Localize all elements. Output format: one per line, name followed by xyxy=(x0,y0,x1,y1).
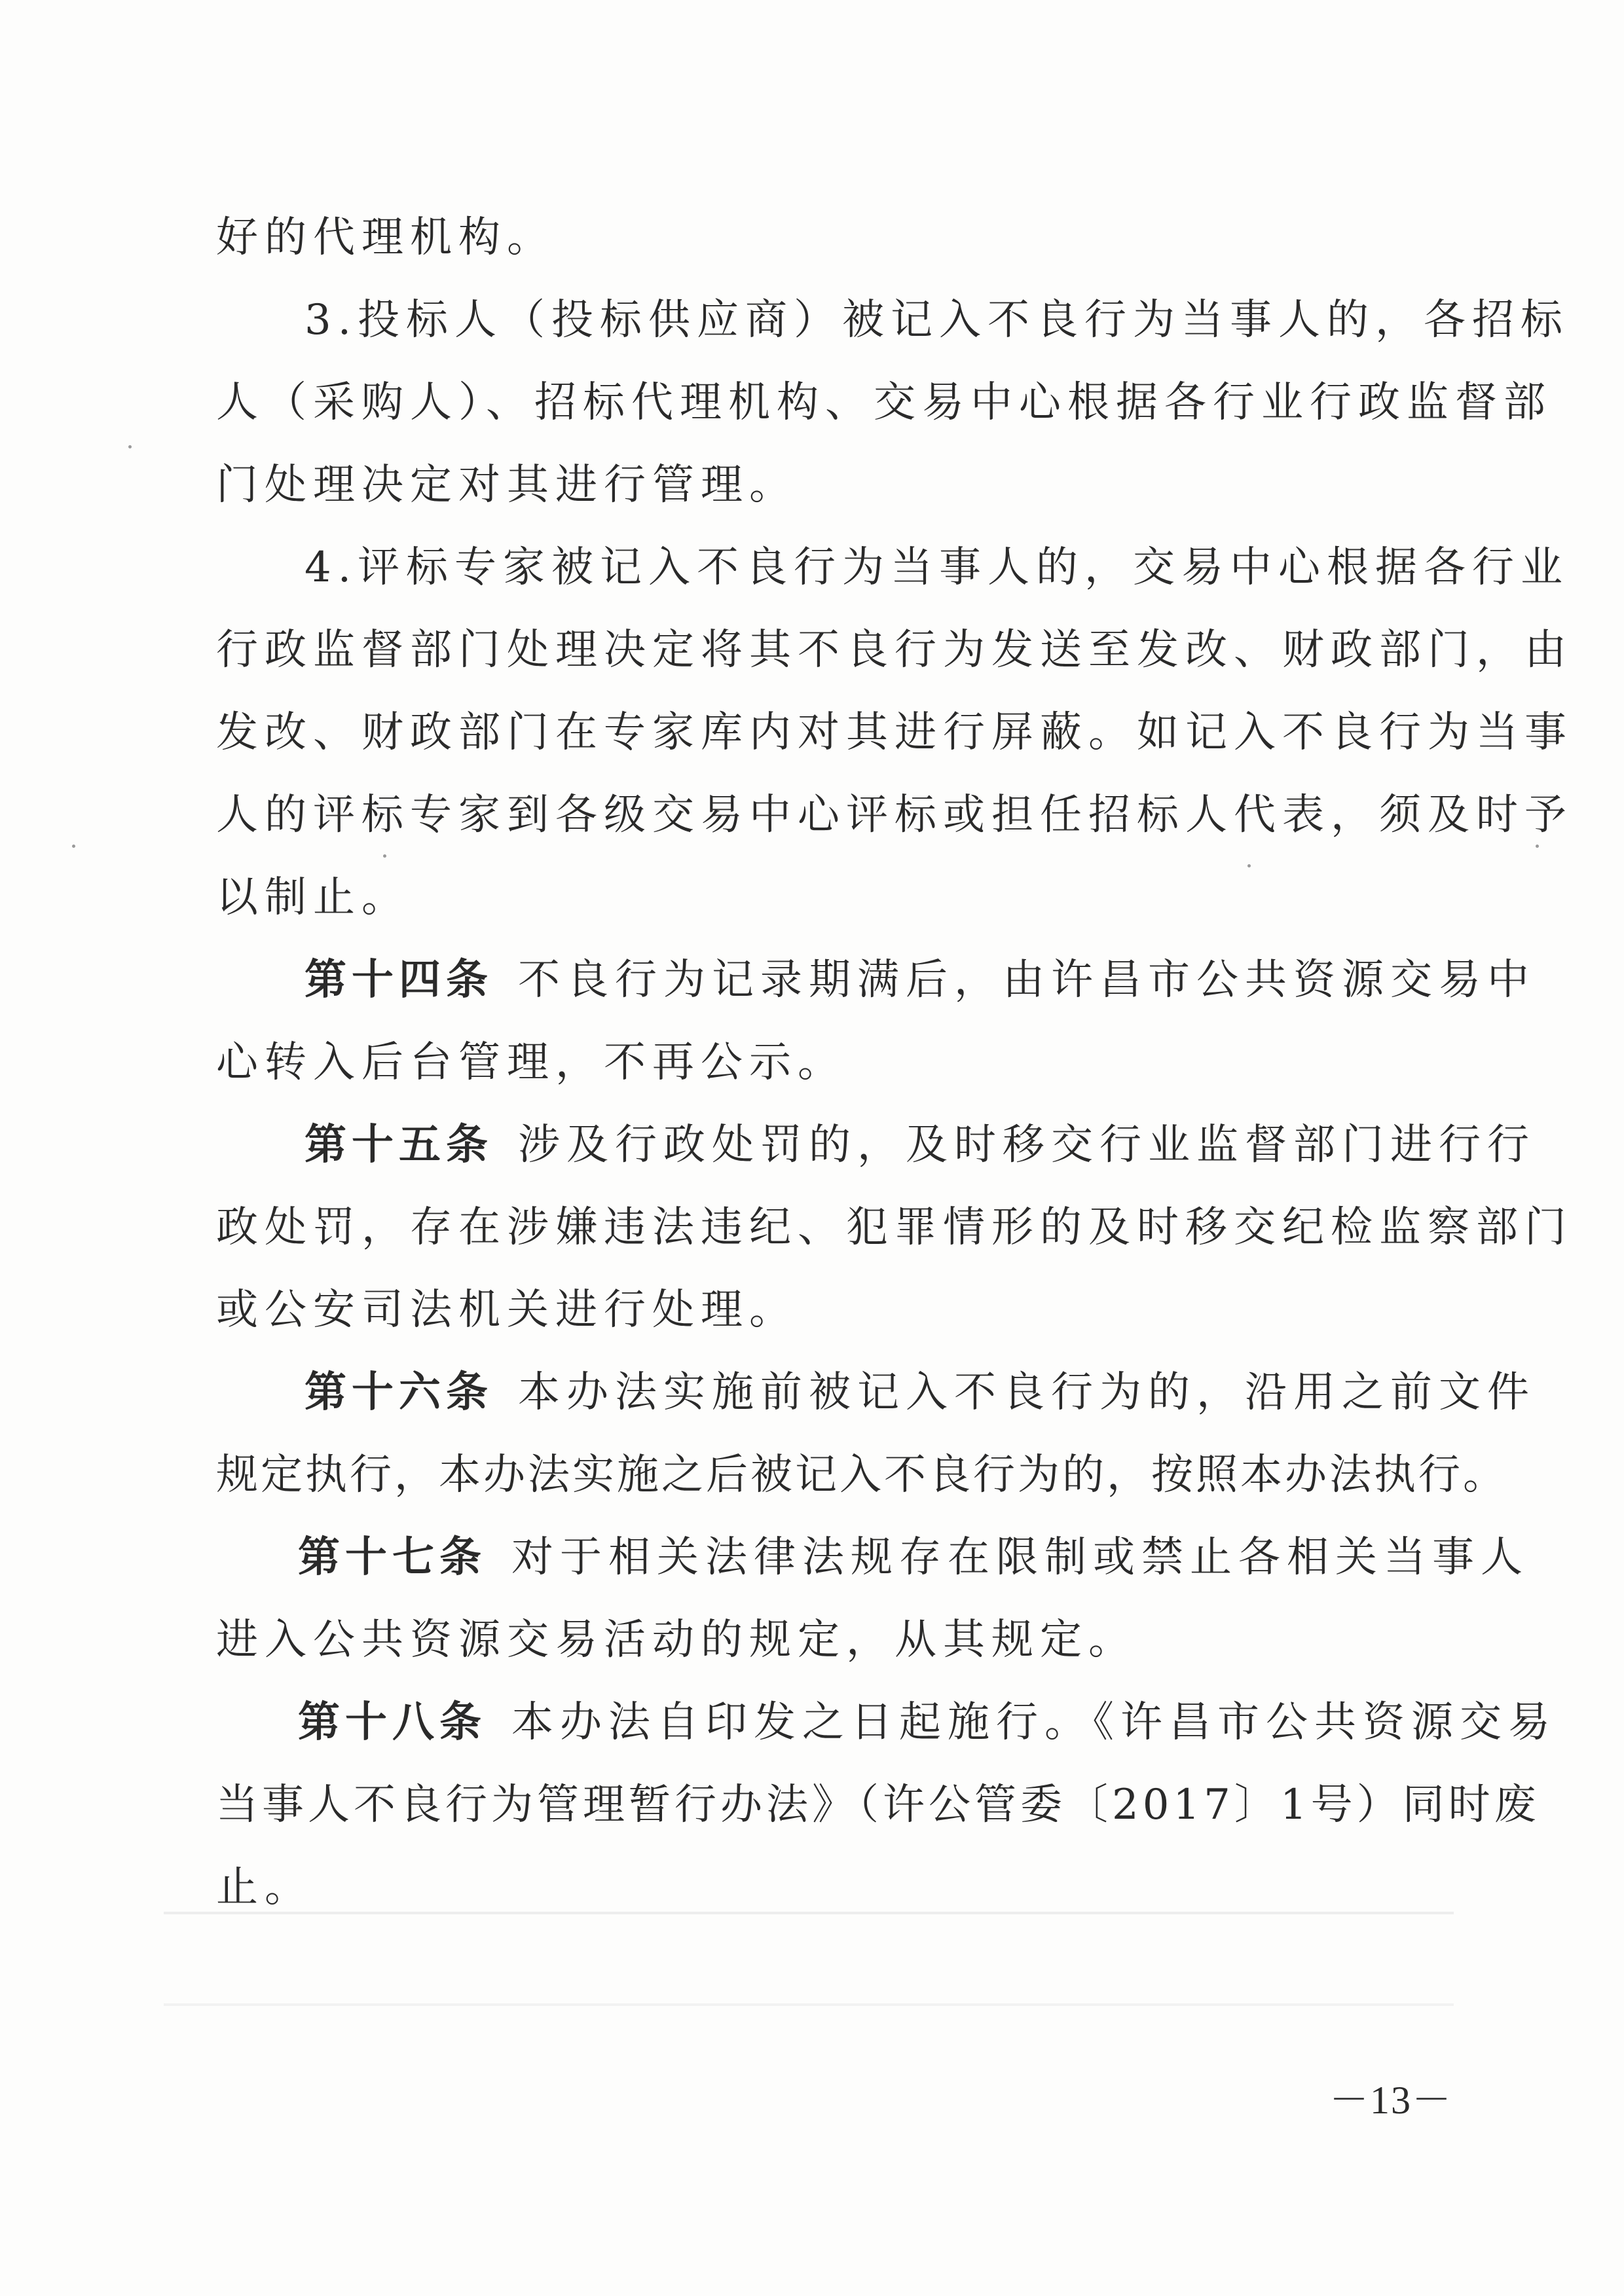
article-label: 第十六条 xyxy=(304,1368,493,1417)
article-label: 第十五条 xyxy=(304,1120,493,1169)
article-text: 涉及行政处罚的，及时移交行业监督部门进行行 xyxy=(518,1121,1536,1169)
paragraph-line: 门处理决定对其进行管理。 xyxy=(216,461,798,509)
paragraph-line: 行政监督部门处理决定将其不良行为发送至发改、财政部门，由 xyxy=(216,626,1573,674)
paragraph-line: 或公安司法机关进行处理。 xyxy=(216,1286,798,1334)
article-15 xyxy=(216,1104,1536,1186)
article-label: 第十八条 xyxy=(298,1698,487,1747)
paragraph-line: 心转入后台管理，不再公示。 xyxy=(216,1038,846,1087)
paragraph-line: 发改、财政部门在专家库内对其进行屏蔽。如记入不良行为当事 xyxy=(216,708,1573,757)
paragraph-line: 人（采购人）、招标代理机构、交易中心根据各行业行政监督部 xyxy=(216,378,1552,427)
article-text: 对于相关法律法规存在限制或禁止各相关当事人 xyxy=(511,1533,1529,1582)
article-17 xyxy=(216,1516,1529,1599)
article-label: 第十七条 xyxy=(298,1533,487,1582)
article-label: 第十四条 xyxy=(304,955,493,1004)
paragraph-line: 规定执行，本办法实施之后被记入不良行为的，按照本办法执行。 xyxy=(216,1451,1507,1499)
paragraph-line: 止。 xyxy=(216,1863,313,1912)
scan-artifact xyxy=(164,1912,1454,1914)
scan-speck xyxy=(1247,864,1251,867)
scan-speck xyxy=(72,845,75,848)
paragraph-line: 当事人不良行为管理暂行办法》（许公管委〔2017〕1号）同时废 xyxy=(216,1781,1540,1829)
article-14 xyxy=(216,939,1536,1021)
article-18 xyxy=(216,1681,1557,1764)
page-number: －13－ xyxy=(1329,2079,1452,2122)
paragraph-line: 以制止。 xyxy=(216,873,410,922)
scan-speck xyxy=(128,445,132,448)
article-text: 本办法自印发之日起施行。《许昌市公共资源交易 xyxy=(511,1698,1557,1747)
body-text xyxy=(216,196,1573,1929)
paragraph-line: 好的代理机构。 xyxy=(216,213,555,262)
paragraph-line: 进入公共资源交易活动的规定，从其规定。 xyxy=(216,1616,1137,1664)
paragraph-line: 3.投标人（投标供应商）被记入不良行为当事人的，各招标 xyxy=(304,296,1570,344)
article-16 xyxy=(216,1351,1536,1434)
scan-speck xyxy=(383,854,386,858)
scan-speck xyxy=(1536,845,1539,848)
article-text: 不良行为记录期满后，由许昌市公共资源交易中 xyxy=(518,956,1536,1004)
article-text: 本办法实施前被记入不良行为的，沿用之前文件 xyxy=(518,1368,1536,1417)
scan-artifact xyxy=(164,2003,1454,2006)
paragraph-line: 人的评标专家到各级交易中心评标或担任招标人代表，须及时予 xyxy=(216,791,1573,839)
paragraph-line: 4.评标专家被记入不良行为当事人的，交易中心根据各行业 xyxy=(304,543,1570,592)
paragraph-line: 政处罚，存在涉嫌违法违纪、犯罪情形的及时移交纪检监察部门 xyxy=(216,1203,1573,1252)
